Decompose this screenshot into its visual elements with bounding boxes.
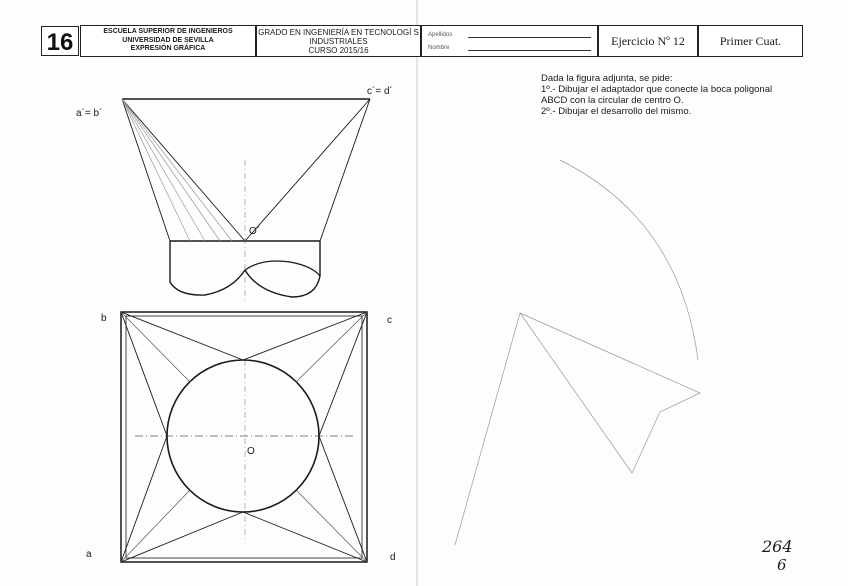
label-o: O [247, 446, 255, 457]
label-cd-prime: c´= d´ [367, 86, 393, 97]
generatrix-line [122, 99, 245, 241]
school-line: EXPRESIÓN GRÁFICA [130, 45, 206, 53]
elevation-view [122, 99, 370, 297]
triangle-line [121, 312, 243, 360]
label-b: b [101, 313, 107, 324]
label-d: d [390, 552, 396, 563]
term-label: Primer Cuat. [698, 25, 803, 57]
degree-line: CURSO 2015/16 [308, 45, 369, 55]
handwritten-score: 264 [762, 537, 793, 556]
generatrix-line [320, 99, 370, 241]
generatrix-line [296, 312, 367, 382]
exercise-number: Ejercicio Nº 12 [598, 25, 698, 57]
pencil-line [122, 99, 190, 241]
development-arc [560, 160, 698, 360]
triangle-line [121, 512, 243, 562]
triangle-line [319, 312, 367, 436]
pencil-line [122, 99, 232, 241]
name-label: Nombre [428, 45, 450, 51]
label-a: a [86, 549, 92, 560]
surname-label: Apellidos [428, 32, 453, 38]
logo-text: 16 [46, 29, 74, 54]
statement-line: ABCD con la circular de centro O. [541, 95, 684, 106]
generatrix-line [122, 99, 170, 241]
label-o-prime: O´ [249, 226, 261, 237]
triangle-line [243, 512, 367, 562]
triangle-line [319, 436, 367, 562]
statement-line: Dada la figura adjunta, se pide: [541, 73, 673, 84]
school-line: ESCUELA SUPERIOR DE INGENIEROS [103, 28, 233, 36]
statement-line: 2º.- Dibujar el desarrollo del mismo. [541, 106, 692, 117]
school-line: UNIVERSIDAD DE SEVILLA [122, 36, 214, 44]
handwritten-grade: 6 [777, 556, 787, 574]
generatrix-line [121, 490, 190, 562]
degree-line: GRADO EN INGENIERÍA EN TECNOLOGÍ S [258, 27, 419, 37]
triangle-line [121, 312, 167, 436]
degree-line: INDUSTRIALES [309, 36, 368, 46]
pencil-line [122, 99, 220, 241]
generatrix-line [245, 99, 370, 241]
half-section-curve [245, 261, 320, 276]
plan-view [121, 312, 367, 562]
construction-lines [122, 99, 700, 545]
development-outline [520, 313, 700, 473]
development-line [455, 313, 520, 545]
statement-line: 1º.- Dibujar el adaptador que conecte la boca poligonal [541, 84, 773, 95]
triangle-line [243, 312, 367, 360]
generatrix-line [296, 490, 367, 562]
triangle-line [121, 436, 167, 562]
pencil-line [122, 99, 205, 241]
generatrix-line [121, 312, 190, 382]
label-ab-prime: a´= b´ [76, 108, 103, 119]
label-c: c [387, 315, 392, 326]
